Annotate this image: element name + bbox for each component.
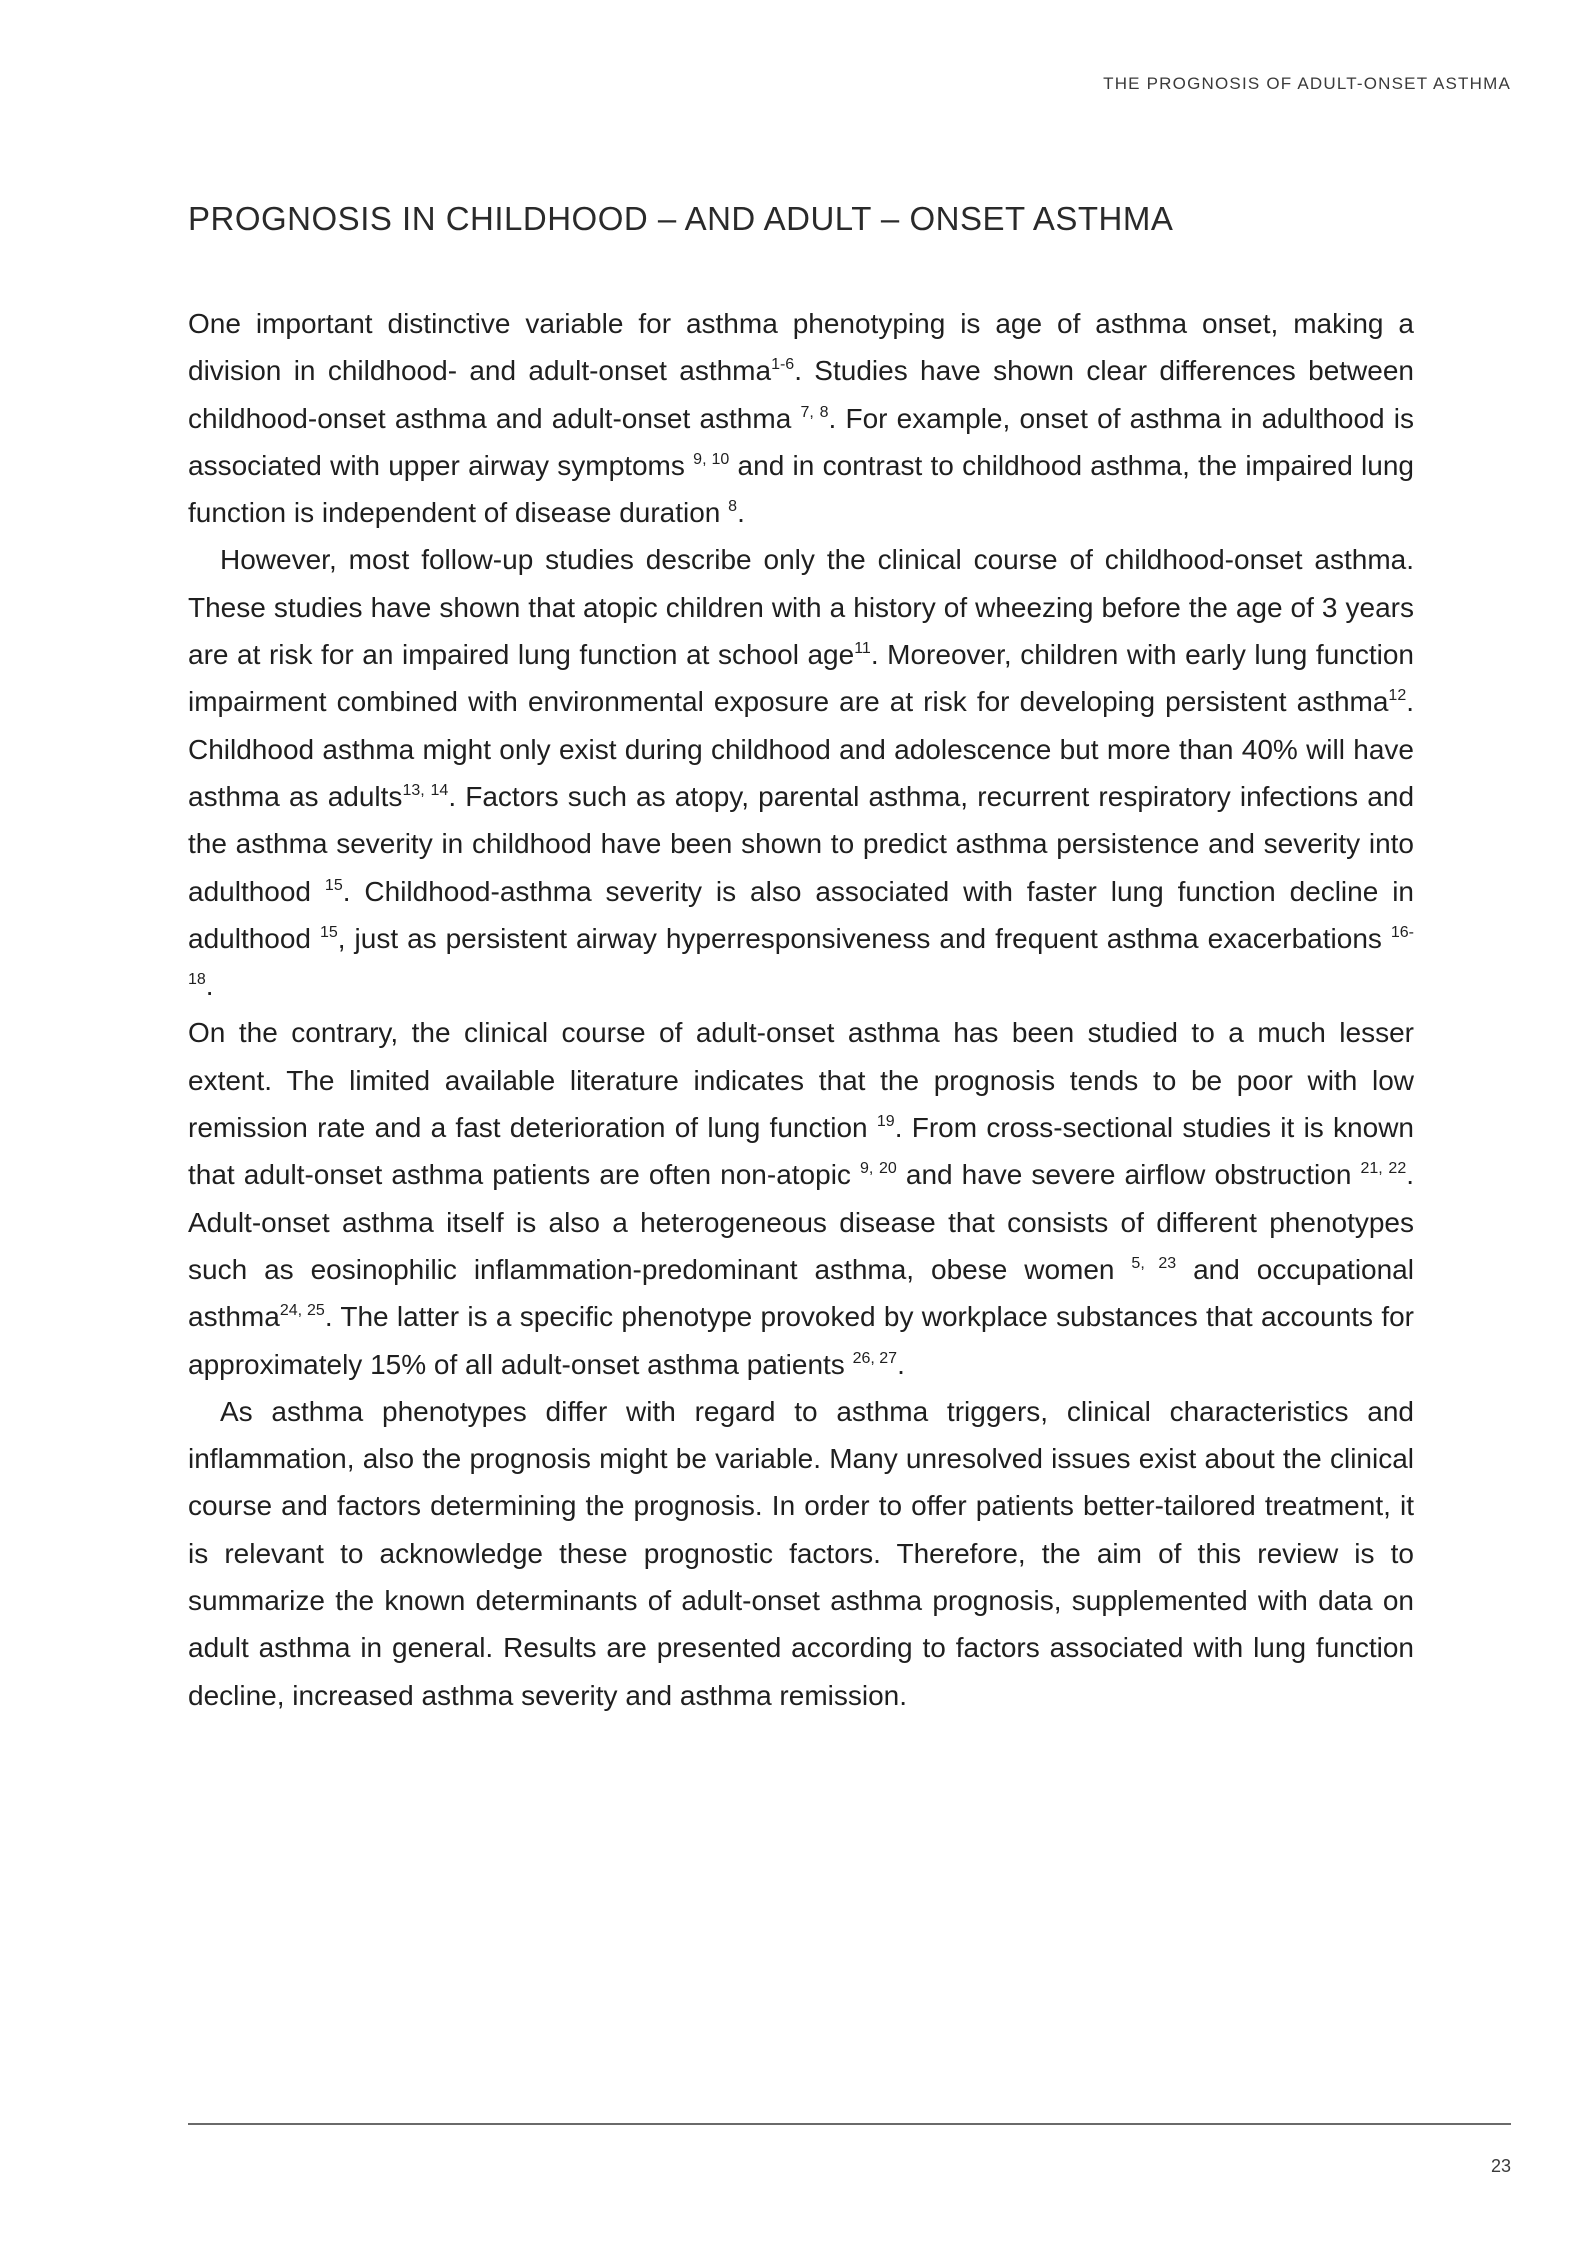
citation-ref: 5, 23 — [1131, 1254, 1177, 1272]
paragraph-3 — [188, 1009, 1414, 1387]
citation-ref: 8 — [728, 498, 738, 516]
citation-ref: 24, 25 — [279, 1302, 325, 1320]
paragraph-text: . Childhood-asthma severity is also associated with faster lung function decline in adulthood — [188, 875, 1414, 954]
paragraph-text: . — [737, 497, 745, 529]
paragraph-text: and occupational asthma — [188, 1253, 1414, 1333]
paragraph-2 — [188, 536, 1414, 1009]
paragraph-text: However, most follow-up studies describe only the clinical course of childhood-onset asthma. These studies have shown that atopic children with a history of wheezing before the age of 3 years are at risk for an impaired lung function at school age — [188, 544, 1414, 671]
paragraph-text: . For example, onset of asthma in adulthood is associated with upper airway symptoms — [188, 402, 1414, 481]
paragraph-text: , just as persistent airway hyperresponsiveness and frequent asthma exacerbations — [337, 922, 1391, 954]
paragraph-text: On the contrary, the clinical course of adult-onset asthma has been studied to a much lesser extent. The limited available literature indicates that the prognosis tends to be poor with low remission rate and a fast deterioration of lung function — [188, 1017, 1414, 1144]
citation-ref: 15 — [324, 876, 343, 894]
paragraph-text: . Childhood asthma might only exist during childhood and adolescence but more than 40% will have asthma as adults — [188, 686, 1414, 812]
paragraph-text: . The latter is a specific phenotype provoked by workplace substances that accounts for approximately 15% of all adult-onset asthma patients — [188, 1301, 1414, 1380]
running-header: THE PROGNOSIS OF ADULT-ONSET ASTHMA — [1103, 74, 1511, 93]
citation-ref: 16-18 — [188, 923, 1414, 989]
body-text — [188, 300, 1414, 1719]
citation-ref: 1-6 — [771, 356, 795, 374]
paragraph-text: As asthma phenotypes differ with regard to asthma triggers, clinical characteristics and inflammation, also the prognosis might be variable. Many unresolved issues exist about the clinical course and factors determining the prognosis. In order to offer patients better-tailored treatment, it is relevant to acknowledge these prognostic factors. Therefore, the aim of this review is to summarize the known determinants of adult-onset asthma prognosis, supplemented with data on adult asthma in general. Results are presented according to factors associated with lung function decline, increased asthma severity and asthma remission. — [188, 1395, 1414, 1711]
paragraph-1 — [188, 300, 1414, 536]
citation-ref: 9, 20 — [859, 1160, 897, 1178]
paragraph-text: . Factors such as atopy, parental asthma, recurrent respiratory infections and the asthma severity in childhood have been shown to predict asthma persistence and severity into adulthood — [188, 780, 1415, 907]
paragraph-text: . — [897, 1348, 905, 1380]
paragraph-text: and in contrast to childhood asthma, the impaired lung function is independent of disease duration — [188, 449, 1414, 529]
paragraph-text: . From cross-sectional studies it is known that adult-onset asthma patients are often non-atopic — [188, 1112, 1414, 1191]
paragraph-4 — [188, 1388, 1414, 1719]
citation-ref: 15 — [319, 923, 338, 941]
citation-ref: 11 — [854, 640, 871, 658]
paragraph-text: . — [205, 970, 214, 1002]
paragraph-text: . Moreover, children with early lung function impairment combined with environmental exposure are at risk for developing persistent asthma — [188, 639, 1414, 718]
citation-ref: 9, 10 — [693, 450, 730, 468]
section-heading: PROGNOSIS IN CHILDHOOD – AND ADULT – ONSET ASTHMA — [188, 200, 1174, 237]
citation-ref: 19 — [876, 1113, 895, 1131]
citation-ref: 7, 8 — [800, 403, 829, 421]
paragraph-text: One important distinctive variable for asthma phenotyping is age of asthma onset, making a division in childhood- and adult-onset asthma — [188, 308, 1414, 387]
page-number: 23 — [1490, 2156, 1511, 2176]
paragraph-text: and have severe airflow obstruction — [896, 1159, 1361, 1191]
citation-ref: 21, 22 — [1360, 1160, 1407, 1178]
citation-ref: 13, 14 — [402, 781, 449, 799]
paragraph-text: . Studies have shown clear differences between childhood-onset asthma and adult-onset asthma — [188, 355, 1414, 434]
footer-rule — [188, 2123, 1511, 2125]
citation-ref: 12 — [1388, 687, 1407, 705]
citation-ref: 26, 27 — [852, 1349, 898, 1367]
paragraph-text: . Adult-onset asthma itself is also a heterogeneous disease that consists of different phenotypes such as eosinophilic inflammation-predominant asthma, obese women — [188, 1159, 1415, 1285]
